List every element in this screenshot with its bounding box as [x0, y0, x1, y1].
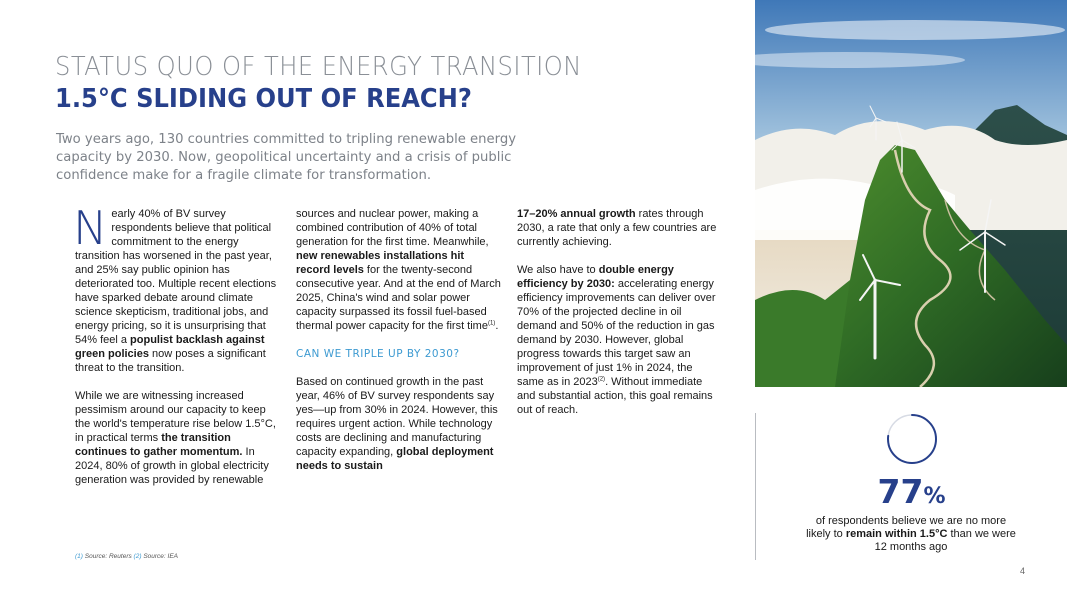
- body-paragraph: [517, 207, 722, 249]
- body-text: Based on continued growth in the past year, 46% of BV survey respondents say yes—up from 30% in 2024. However, this requires urgent action. While technology costs are declining and manufacturing capacity expanding,: [296, 376, 498, 458]
- stat-value: [756, 472, 1067, 511]
- body-emphasis: new renewables installations hit record levels: [296, 250, 465, 276]
- caption-emphasis: remain within 1.5°C: [845, 528, 948, 540]
- body-emphasis: the transition continues to gather momentum.: [75, 432, 243, 458]
- stat-unit: %: [923, 484, 946, 509]
- body-emphasis: 17–20% annual growth: [517, 208, 636, 220]
- body-paragraph: [73, 201, 280, 375]
- footnote-ref: (1): [487, 320, 496, 327]
- stat-caption: [806, 515, 1016, 554]
- lead-paragraph: Two years ago, 130 countries committed to tripling renewable energy capacity by 2030. Now, geopolitical uncertainty and a crisis of public confidence make for a fragile climate for transformation.: [56, 132, 517, 183]
- footnote-ref: (2): [597, 376, 606, 383]
- body-text: While we are witnessing increased pessimism around our capacity to keep the world's temperature rise below 1.5°C, in practical terms: [75, 390, 276, 444]
- section-subhead: CAN WE TRIPLE UP BY 2030?: [296, 348, 460, 360]
- wind-turbine-photo: [755, 0, 1067, 387]
- body-column-1: [73, 201, 280, 487]
- body-text: now poses a significant threat to the transition.: [75, 348, 266, 374]
- body-text: accelerating energy efficiency improvements can deliver over 70% of the projected decline in oil demand and 50% of the reduction in gas demand by 2030. However, global progress towards this target saw an improvement of just 1% in 2024, the same as in 2023: [517, 278, 716, 388]
- footnote-text: Source: Reuters: [84, 553, 132, 560]
- footnote-sources: [75, 553, 178, 560]
- body-text: In 2024, 80% of growth in global electricity generation was provided by renewable: [75, 446, 269, 486]
- body-column-3: [517, 207, 722, 417]
- mountain-ridge-illustration: [755, 0, 1067, 387]
- body-text: rates through 2030, a rate that only a few countries are currently achieving.: [517, 208, 717, 248]
- body-emphasis: double energy efficiency by 2030:: [517, 264, 674, 290]
- stat-progress-ring: [885, 412, 939, 466]
- footnote-text: Source: IEA: [143, 553, 178, 560]
- body-paragraph: [296, 375, 501, 473]
- body-text: for the twenty-second consecutive year. And at the end of March 2025, China's wind and solar power capacity surpassed its fossil fuel-based thermal power capacity for the first time: [296, 264, 501, 332]
- body-paragraph: [296, 207, 501, 333]
- body-paragraph: [517, 263, 722, 417]
- footnote-marker: (2): [133, 553, 142, 560]
- body-text: . Without immediate and substantial action, this goal remains out of reach.: [517, 376, 713, 416]
- body-emphasis: global deployment needs to sustain: [296, 446, 494, 472]
- body-text: .: [495, 320, 499, 332]
- caption-text: of respondents believe we are no more likely to: [806, 515, 1007, 540]
- page-eyebrow: STATUS QUO OF THE ENERGY TRANSITION: [55, 52, 582, 82]
- footnote-marker: (1): [75, 553, 83, 560]
- body-column-2: [296, 207, 501, 473]
- body-text: sources and nuclear power, making a combined contribution of 40% of total generation for the first time. Meanwhile,: [296, 208, 489, 248]
- drop-cap: N: [73, 201, 108, 255]
- body-text: We also have to: [517, 264, 599, 276]
- caption-text: than we were 12 months ago: [874, 528, 1016, 553]
- body-text: early 40% of BV survey respondents believe that political commitment to the energy transition has worsened in the past year, and 25% say public opinion has deteriorated too. Multiple recent elections have sparked debate around climate science skepticism, traditional jobs, and energy pricing, so it is unsurprising that 54% feel a: [75, 208, 277, 346]
- body-paragraph: [75, 389, 280, 487]
- stat-number: 77: [877, 472, 924, 511]
- page-title: 1.5°C SLIDING OUT OF REACH?: [55, 84, 472, 114]
- page-number: 4: [1020, 566, 1026, 576]
- body-emphasis: populist backlash against green policies: [75, 334, 265, 360]
